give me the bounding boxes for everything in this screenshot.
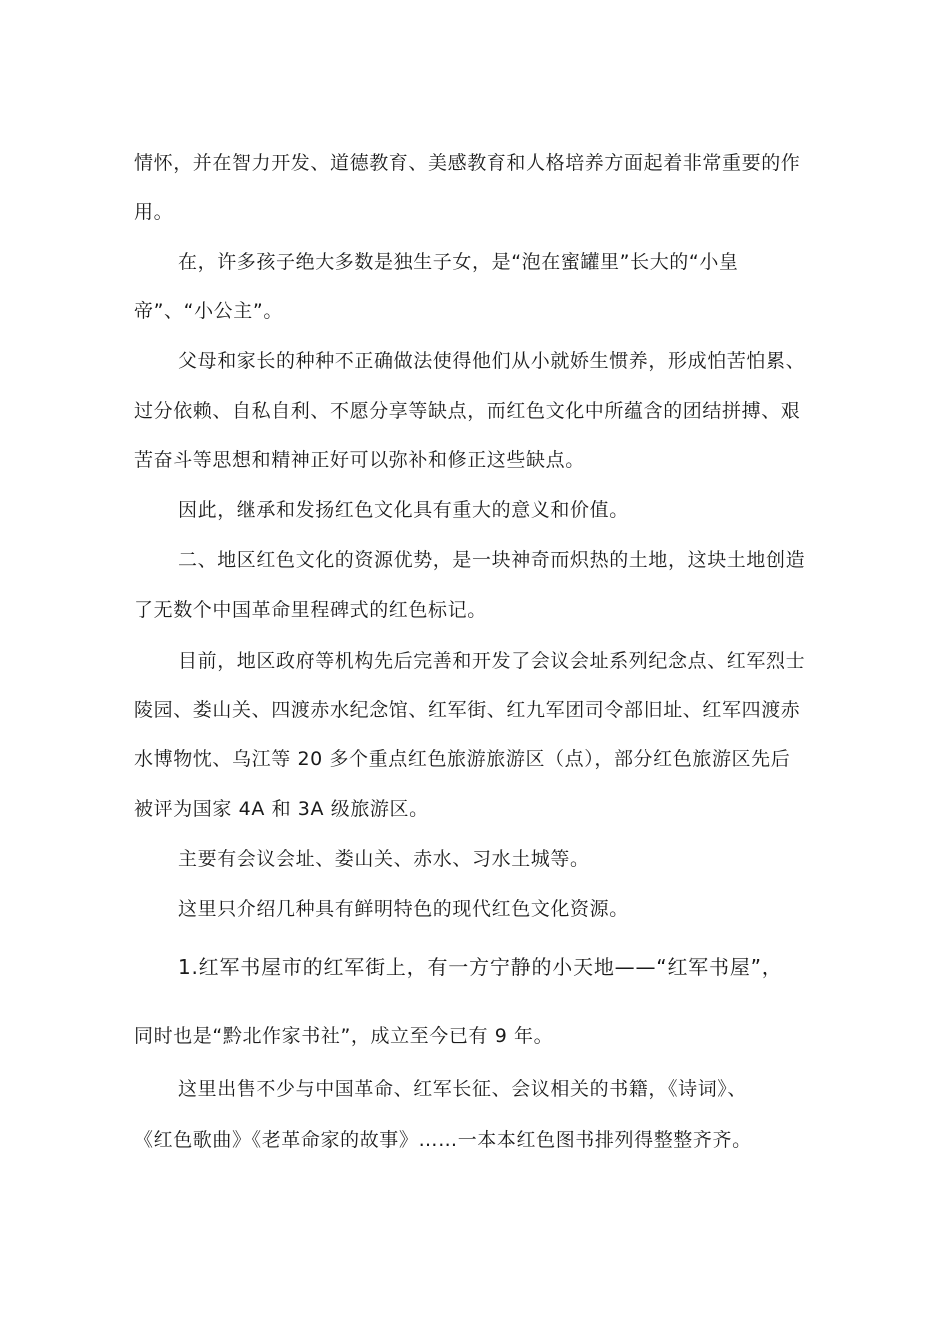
text-line-1: 情怀，并在智力开发、道德教育、美感教育和人格培养方面起着非常重要的作 <box>134 152 801 174</box>
text-line-9: 二、地区红色文化的资源优势，是一块神奇而炽热的土地，这块土地创造 <box>178 549 806 571</box>
text-line-7: 苦奋斗等思想和精神正好可以弥补和修正这些缺点。 <box>134 449 585 471</box>
text-line-14: 被评为国家 4A 和 3A 级旅游区。 <box>134 798 429 820</box>
text-line-2: 用。 <box>134 201 174 223</box>
text-line-3: 在，许多孩子绝大多数是独生子女，是“泡在蜜罐里”长大的“小皇 <box>178 251 739 273</box>
text-line-5: 父母和家长的种种不正确做法使得他们从小就娇生惯养，形成怕苦怕累、 <box>178 350 806 372</box>
text-line-13: 水博物忱、乌江等 20 多个重点红色旅游旅游区（点），部分红色旅游区先后 <box>134 748 791 770</box>
text-line-15: 主要有会议会址、娄山关、赤水、习水土城等。 <box>178 848 590 870</box>
text-line-10: 了无数个中国革命里程碑式的红色标记。 <box>134 599 487 621</box>
text-line-4: 帝”、“小公主”。 <box>134 300 283 322</box>
text-line-8: 因此，继承和发扬红色文化具有重大的意义和价值。 <box>178 499 629 521</box>
text-line-16: 这里只介绍几种具有鲜明特色的现代红色文化资源。 <box>178 898 629 920</box>
text-line-11: 目前，地区政府等机构先后完善和开发了会议会址系列纪念点、红军烈士 <box>178 650 806 672</box>
text-line-12: 陵园、娄山关、四渡赤水纪念馆、红军街、红九军团司令部旧址、红军四渡赤 <box>134 699 801 721</box>
text-line-6: 过分依赖、自私自利、不愿分享等缺点，而红色文化中所蕴含的团结拼搏、艰 <box>134 400 801 422</box>
text-line-19: 这里出售不少与中国革命、红军长征、会议相关的书籍，《诗词》、 <box>178 1078 748 1100</box>
text-line-17: 1.红军书屋市的红军街上，有一方宁静的小天地——“红军书屋”， <box>178 955 783 979</box>
text-line-20: 《红色歌曲》《老革命家的故事》……一本本红色图书排列得整整齐齐。 <box>134 1129 752 1151</box>
text-line-18: 同时也是“黔北作家书社”，成立至今已有 9 年。 <box>134 1025 554 1047</box>
